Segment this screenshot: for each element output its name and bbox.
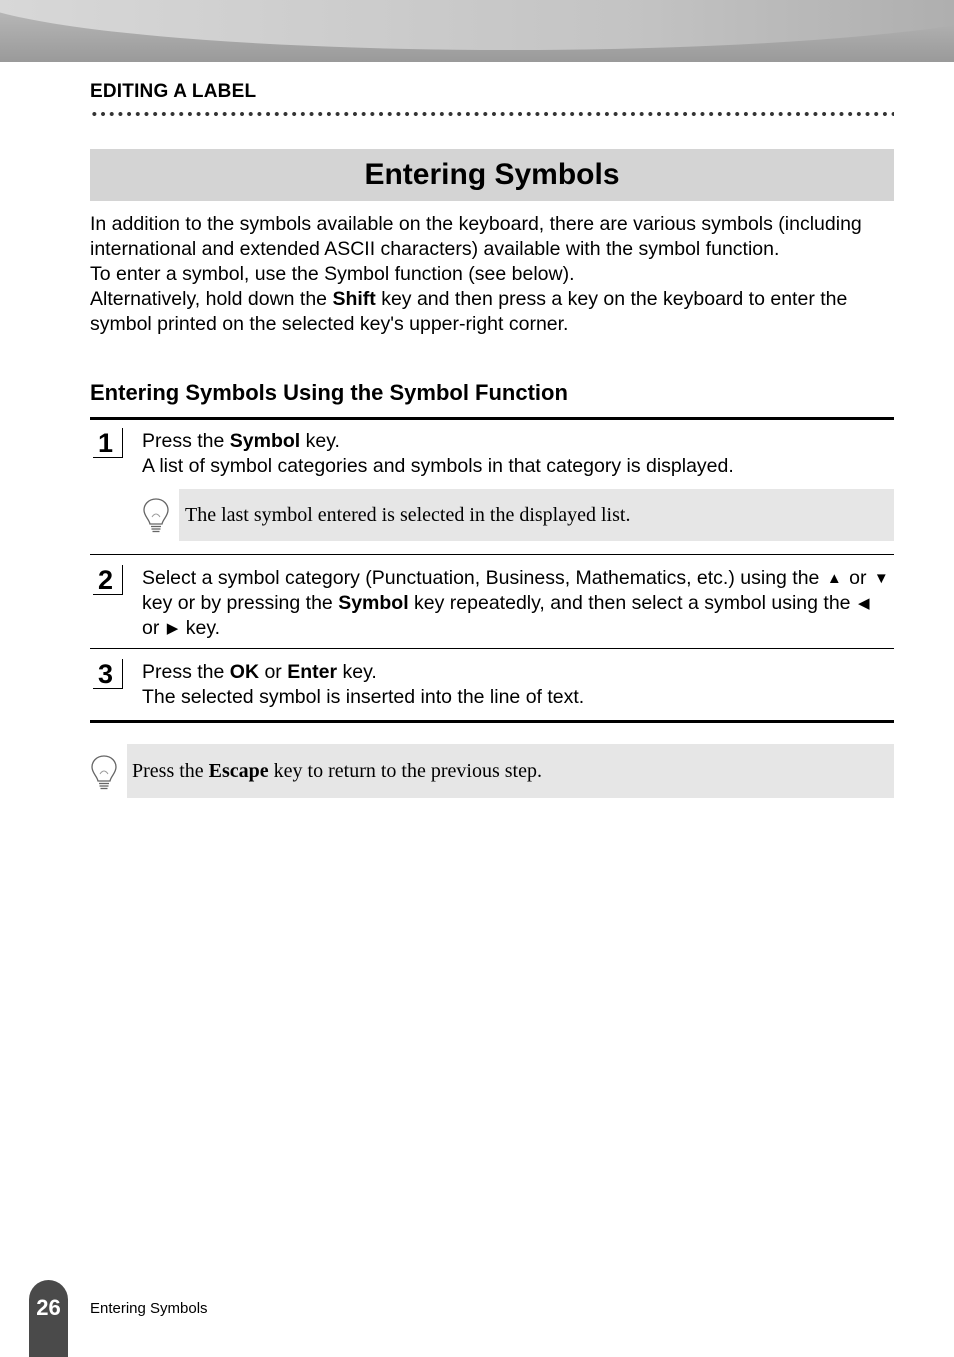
arrow-down-icon: ▼ — [873, 570, 889, 587]
step-1-text-b: key. — [300, 430, 340, 452]
title-box — [90, 149, 894, 201]
step-3-text — [142, 660, 892, 710]
step-number-3: 3 — [93, 659, 123, 689]
bottom-note-text-a: Press the — [132, 759, 204, 782]
page-number: 26 — [29, 1280, 68, 1357]
step-1-line-1 — [142, 429, 892, 454]
intro-p3-text-a: Alternatively, hold down the — [90, 288, 333, 310]
step-2-text-a: Select a symbol category (Punctuation, Business, Mathematics, etc.) using the — [142, 567, 825, 589]
step-1-bold: Symbol — [229, 430, 301, 452]
bottom-note — [127, 744, 894, 798]
step-1-note: The last symbol entered is selected in the displayed list. — [179, 489, 894, 541]
intro-paragraph-1: In addition to the symbols available on the keyboard, there are various symbols (including international and extended ASCII characters) available with the symbol function. — [90, 213, 862, 260]
step-2-text-f: key. — [180, 617, 221, 639]
intro-paragraph-3 — [90, 287, 894, 337]
intro-paragraph-2: To enter a symbol, use the Symbol function (see below). — [90, 263, 575, 285]
intro-p3-text-b: key and then press a key on the keyboard to enter the symbol printed on the selected key's upper-right corner. — [90, 288, 848, 335]
step-2-text — [142, 566, 892, 641]
step-3-bold-ok: OK — [229, 661, 260, 683]
step-number-2: 2 — [93, 565, 123, 595]
page-title: Entering Symbols — [364, 158, 620, 191]
step-divider-2 — [90, 648, 894, 649]
bottom-note-text-b: key to return to the previous step. — [273, 759, 542, 782]
step-1-line-2: A list of symbol categories and symbols in that category is displayed. — [142, 455, 734, 477]
step-2-bold: Symbol — [338, 592, 409, 614]
section-header: EDITING A LABEL — [90, 81, 257, 102]
arrow-left-icon: ◀ — [857, 595, 870, 612]
step-2-text-b: or — [843, 567, 872, 589]
dotted-divider — [90, 111, 894, 117]
top-decorative-band — [0, 0, 954, 62]
step-2-text-e: or — [142, 617, 165, 639]
step-3-text-mid: or — [259, 661, 288, 683]
step-1-text-a: Press the — [142, 430, 230, 452]
step-3-bold-enter: Enter — [287, 661, 338, 683]
intro-text — [90, 212, 894, 337]
lightbulb-icon — [142, 497, 170, 535]
step-3-text-a: Press the — [142, 661, 230, 683]
arrow-right-icon: ▶ — [166, 620, 179, 637]
intro-p3-bold: Shift — [332, 288, 376, 310]
step-3-text-b: key. — [337, 661, 377, 683]
step-2-text-d: key repeatedly, and then select a symbol using the — [408, 592, 856, 614]
arrow-up-icon: ▲ — [826, 570, 842, 587]
steps-bottom-rule — [90, 720, 894, 723]
step-2-paragraph — [142, 566, 892, 641]
lightbulb-icon — [90, 754, 118, 792]
step-divider-1 — [90, 554, 894, 555]
step-3-line-2: The selected symbol is inserted into the line of text. — [142, 686, 585, 708]
steps-top-rule — [90, 417, 894, 420]
footer-text: Entering Symbols — [90, 1300, 208, 1317]
subheading: Entering Symbols Using the Symbol Function — [90, 380, 568, 405]
step-3-line-1 — [142, 660, 892, 685]
bottom-note-bold: Escape — [208, 759, 269, 782]
step-2-text-c: key or by pressing the — [142, 592, 339, 614]
top-swoosh — [0, 0, 954, 50]
step-1-text — [142, 429, 892, 479]
step-number-1: 1 — [93, 428, 123, 458]
